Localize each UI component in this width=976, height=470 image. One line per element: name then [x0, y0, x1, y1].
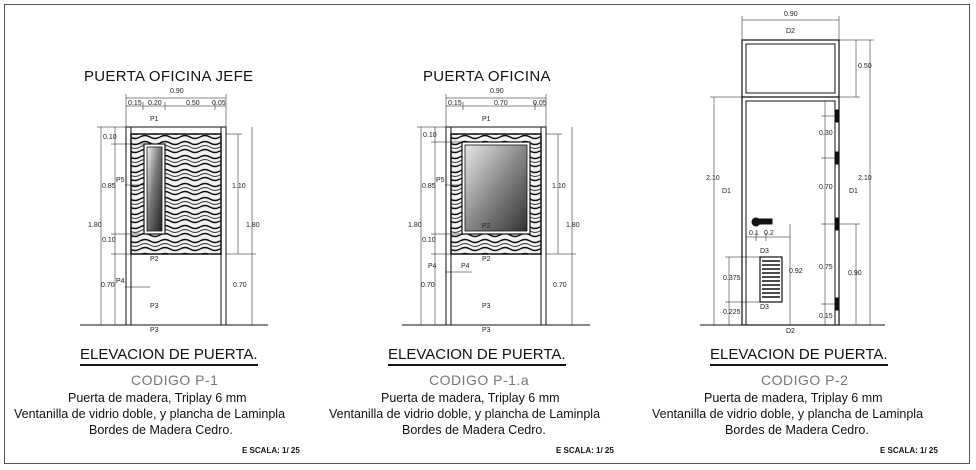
label-d3-bottom: D3 [760, 304, 769, 311]
dim-vent-b: 0.225 [723, 309, 741, 316]
dim-l3: 0.10 [422, 237, 436, 244]
dim-h-glass: 1.10 [232, 183, 246, 190]
dim-h1: 0.1 [749, 230, 759, 237]
dim-top-a: 0.15 [128, 100, 142, 107]
dim-hinge-3: 0.75 [819, 264, 833, 271]
panel-3-code: CODIGO P-2 [761, 372, 849, 388]
dim-h-total: 1.80 [408, 222, 422, 229]
label-p4: P4 [116, 278, 125, 285]
label-p4-left: P4 [428, 263, 437, 270]
label-p5: P5 [116, 177, 125, 184]
panel-2-title: PUERTA OFICINA [423, 68, 551, 85]
glass-pane-p1a [465, 145, 527, 231]
panel-3-desc-2: Ventanilla de vidrio doble, y plancha de Laminpla [652, 407, 924, 421]
dim-l4: 0.70 [101, 282, 115, 289]
panel-1-elevation-title: ELEVACION DE PUERTA. [80, 346, 258, 366]
dim-transom: 0.50 [858, 63, 872, 70]
dim-top-c: 0.70 [494, 100, 508, 107]
dim-h-right: 2.10 [858, 175, 872, 182]
panel-2-elevation-title: ELEVACION DE PUERTA. [388, 346, 566, 366]
dim-width: 0.90 [784, 11, 798, 18]
dim-top-d: 0.05 [533, 100, 547, 107]
label-d3-top: D3 [760, 248, 769, 255]
dim-h-glass: 1.10 [552, 183, 566, 190]
panel-3-scale: E SCALA: 1/ 25 [880, 446, 938, 455]
panel-1-desc-2: Ventanilla de vidrio doble, y plancha de Laminpla [14, 407, 286, 421]
dim-l2: 0.85 [422, 183, 436, 190]
label-p1: P1 [150, 116, 159, 123]
dim-hinge-1: 0.30 [819, 130, 833, 137]
dim-h-right: 1.80 [246, 222, 260, 229]
panel-3-desc-3: Bordes de Madera Cedro. [725, 423, 869, 437]
panel-2-code: CODIGO P-1.a [429, 372, 530, 388]
panel-2-desc-1: Puerta de madera, Triplay 6 mm [381, 391, 560, 405]
dim-top-d: 0.05 [212, 100, 226, 107]
dim-090: 0.90 [848, 270, 862, 277]
panel-1-title: PUERTA OFICINA JEFE [84, 68, 254, 85]
vent-louver [760, 257, 782, 302]
panel-1-code: CODIGO P-1 [131, 372, 219, 388]
dim-h-lower: 0.70 [553, 282, 567, 289]
dim-l4: 0.70 [421, 282, 435, 289]
dim-vent-a: 0.375 [723, 275, 741, 282]
dim-h-right: 1.80 [566, 222, 580, 229]
panel-3-desc-1: Puerta de madera, Triplay 6 mm [704, 391, 883, 405]
label-d2-top: D2 [786, 28, 795, 35]
glass-pane-p1 [147, 147, 162, 231]
label-p3: P3 [482, 303, 491, 310]
panel-2-scale: E SCALA: 1/ 25 [556, 446, 614, 455]
label-p3-bottom: P3 [482, 327, 491, 334]
dim-l1: 0.10 [423, 132, 437, 139]
label-d1-left: D1 [722, 188, 731, 195]
label-p2: P2 [482, 256, 491, 263]
dim-top-b: 0.20 [148, 100, 162, 107]
panel-1-desc-1: Puerta de madera, Triplay 6 mm [68, 391, 247, 405]
panel-2-desc-3: Bordes de Madera Cedro. [402, 423, 546, 437]
label-p2-glass: P2 [482, 223, 491, 230]
dim-l3: 0.10 [102, 237, 116, 244]
label-p3-bottom: P3 [150, 327, 159, 334]
label-d1-right: D1 [849, 188, 858, 195]
label-d2-bottom: D2 [786, 328, 795, 335]
panel-1-scale: E SCALA: 1/ 25 [242, 446, 300, 455]
panel-3-elevation-title: ELEVACION DE PUERTA. [710, 346, 888, 366]
dim-l2: 0.85 [102, 183, 116, 190]
label-p4: P4 [461, 263, 470, 270]
dim-h-left: 2.10 [706, 175, 720, 182]
label-p2: P2 [150, 256, 159, 263]
dim-width: 0.90 [170, 88, 184, 95]
panel-1-desc-3: Bordes de Madera Cedro. [89, 423, 233, 437]
dim-lever: 0.92 [789, 268, 803, 275]
dim-h-lower: 0.70 [233, 282, 247, 289]
label-p3: P3 [150, 303, 159, 310]
label-p1: P1 [482, 116, 491, 123]
dim-hinge-2: 0.70 [819, 184, 833, 191]
label-p5: P5 [436, 177, 445, 184]
dim-top-a: 0.15 [448, 100, 462, 107]
panel-2-desc-2: Ventanilla de vidrio doble, y plancha de Laminpla [329, 407, 601, 421]
door-p1a [402, 94, 590, 325]
dim-width: 0.90 [490, 88, 504, 95]
dim-h2: 0.2 [764, 230, 774, 237]
dim-l1: 0.10 [103, 134, 117, 141]
dim-top-c: 0.50 [186, 100, 200, 107]
door-p1 [80, 94, 268, 325]
dim-hinge-4: 0.15 [819, 313, 833, 320]
dim-h-total: 1.80 [88, 222, 102, 229]
